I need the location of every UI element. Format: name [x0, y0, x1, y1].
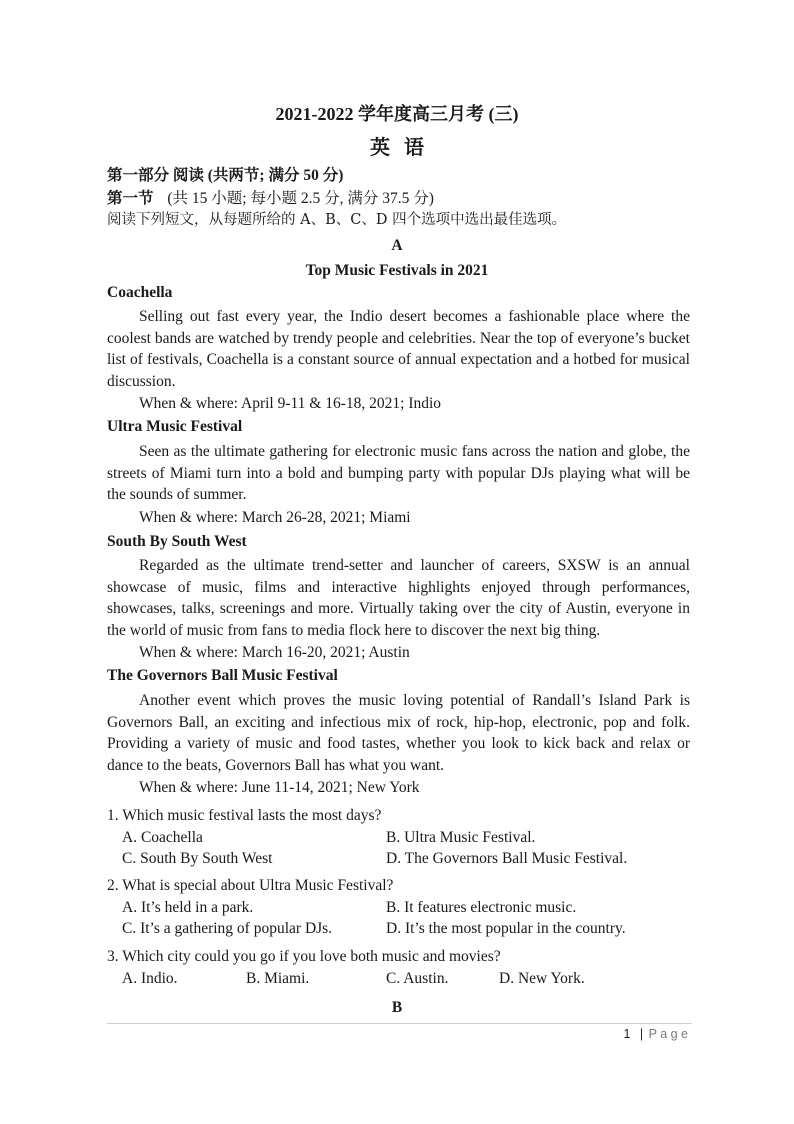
- festival-name: The Governors Ball Music Festival: [107, 667, 338, 684]
- festival-description: Regarded as the ultimate trend-setter and launcher of careers, SXSW is an annual showcase of music, films and interactive highlights enjoyed through performances, showcases, talks, screenings and more. Virtually taking over the city of Austin, everyone in the world of music from fans to media flock here to discover the next big thing.: [107, 557, 690, 639]
- festival-when-where: When & where: June 11-14, 2021; New York: [139, 779, 420, 796]
- festival-description: Seen as the ultimate gathering for electronic music fans across the nation and globe, the streets of Miami turn into a bold and bumping party with popular DJs playing what will be the sounds of summer.: [107, 443, 690, 504]
- festival-description: Another event which proves the music loving potential of Randall’s Island Park is Governors Ball, an exciting and infectious mix of rock, hip-hop, electronic, pop and folk. Providing a variety of music and food tastes, whether you look to kick back and relax or dance to the beats, Governors Ball has what you want.: [107, 692, 690, 774]
- option-d[interactable]: D. The Governors Ball Music Festival.: [386, 850, 628, 867]
- passage-letter: A: [391, 237, 403, 254]
- festival-name: South By South West: [107, 533, 247, 550]
- page-separator: |: [639, 1027, 644, 1041]
- option-b[interactable]: B. Ultra Music Festival.: [386, 829, 536, 846]
- option-b[interactable]: B. Miami.: [246, 970, 310, 987]
- page-number: 1: [623, 1027, 631, 1041]
- option-a[interactable]: A. Indio.: [122, 970, 178, 987]
- option-c[interactable]: C. It’s a gathering of popular DJs.: [122, 920, 333, 937]
- option-a[interactable]: A. Coachella: [122, 829, 203, 846]
- section-label: 第一节: [107, 190, 154, 207]
- option-c[interactable]: C. Austin.: [386, 970, 449, 987]
- next-passage-letter: B: [391, 999, 403, 1016]
- option-d[interactable]: D. It’s the most popular in the country.: [386, 920, 626, 937]
- directions: 阅读下列短文，从每题所给的 A、B、C、D 四个选项中选出最佳选项。: [107, 212, 567, 228]
- exam-title: 2021-2022 学年度高三月考 (三): [275, 104, 519, 124]
- option-a[interactable]: A. It’s held in a park.: [122, 899, 254, 916]
- section-heading: [107, 186, 434, 208]
- festival-description: Selling out fast every year, the Indio desert becomes a fashionable place where the coolest bands are watched by trendy people and celebrities. Near the top of everyone’s bucket list of festivals, Coachella is a constant source of annual expectation and a hotbed for musical discussion.: [107, 308, 690, 390]
- festival-name: Coachella: [107, 284, 173, 301]
- page-label: P a g e: [648, 1027, 688, 1041]
- option-d[interactable]: D. New York.: [499, 970, 585, 987]
- section-detail: (共 15 小题; 每小题 2.5 分, 满分 37.5 分): [167, 190, 434, 207]
- question-stem: 2. What is special about Ultra Music Festival?: [107, 877, 394, 894]
- festival-when-where: When & where: March 26-28, 2021; Miami: [139, 509, 411, 526]
- footer-divider: [107, 1023, 692, 1024]
- question-stem: 1. Which music festival lasts the most days?: [107, 807, 382, 824]
- subject-title: 英语: [370, 137, 438, 159]
- passage-title: Top Music Festivals in 2021: [305, 262, 489, 279]
- festival-when-where: When & where: April 9-11 & 16-18, 2021; Indio: [139, 395, 442, 412]
- festival-when-where: When & where: March 16-20, 2021; Austin: [139, 644, 410, 661]
- option-c[interactable]: C. South By South West: [122, 850, 273, 867]
- page-footer: [623, 1027, 688, 1041]
- festival-name: Ultra Music Festival: [107, 418, 243, 435]
- part-heading: 第一部分 阅读 (共两节; 满分 50 分): [107, 167, 344, 184]
- option-b[interactable]: B. It features electronic music.: [386, 899, 577, 916]
- question-stem: 3. Which city could you go if you love both music and movies?: [107, 948, 501, 965]
